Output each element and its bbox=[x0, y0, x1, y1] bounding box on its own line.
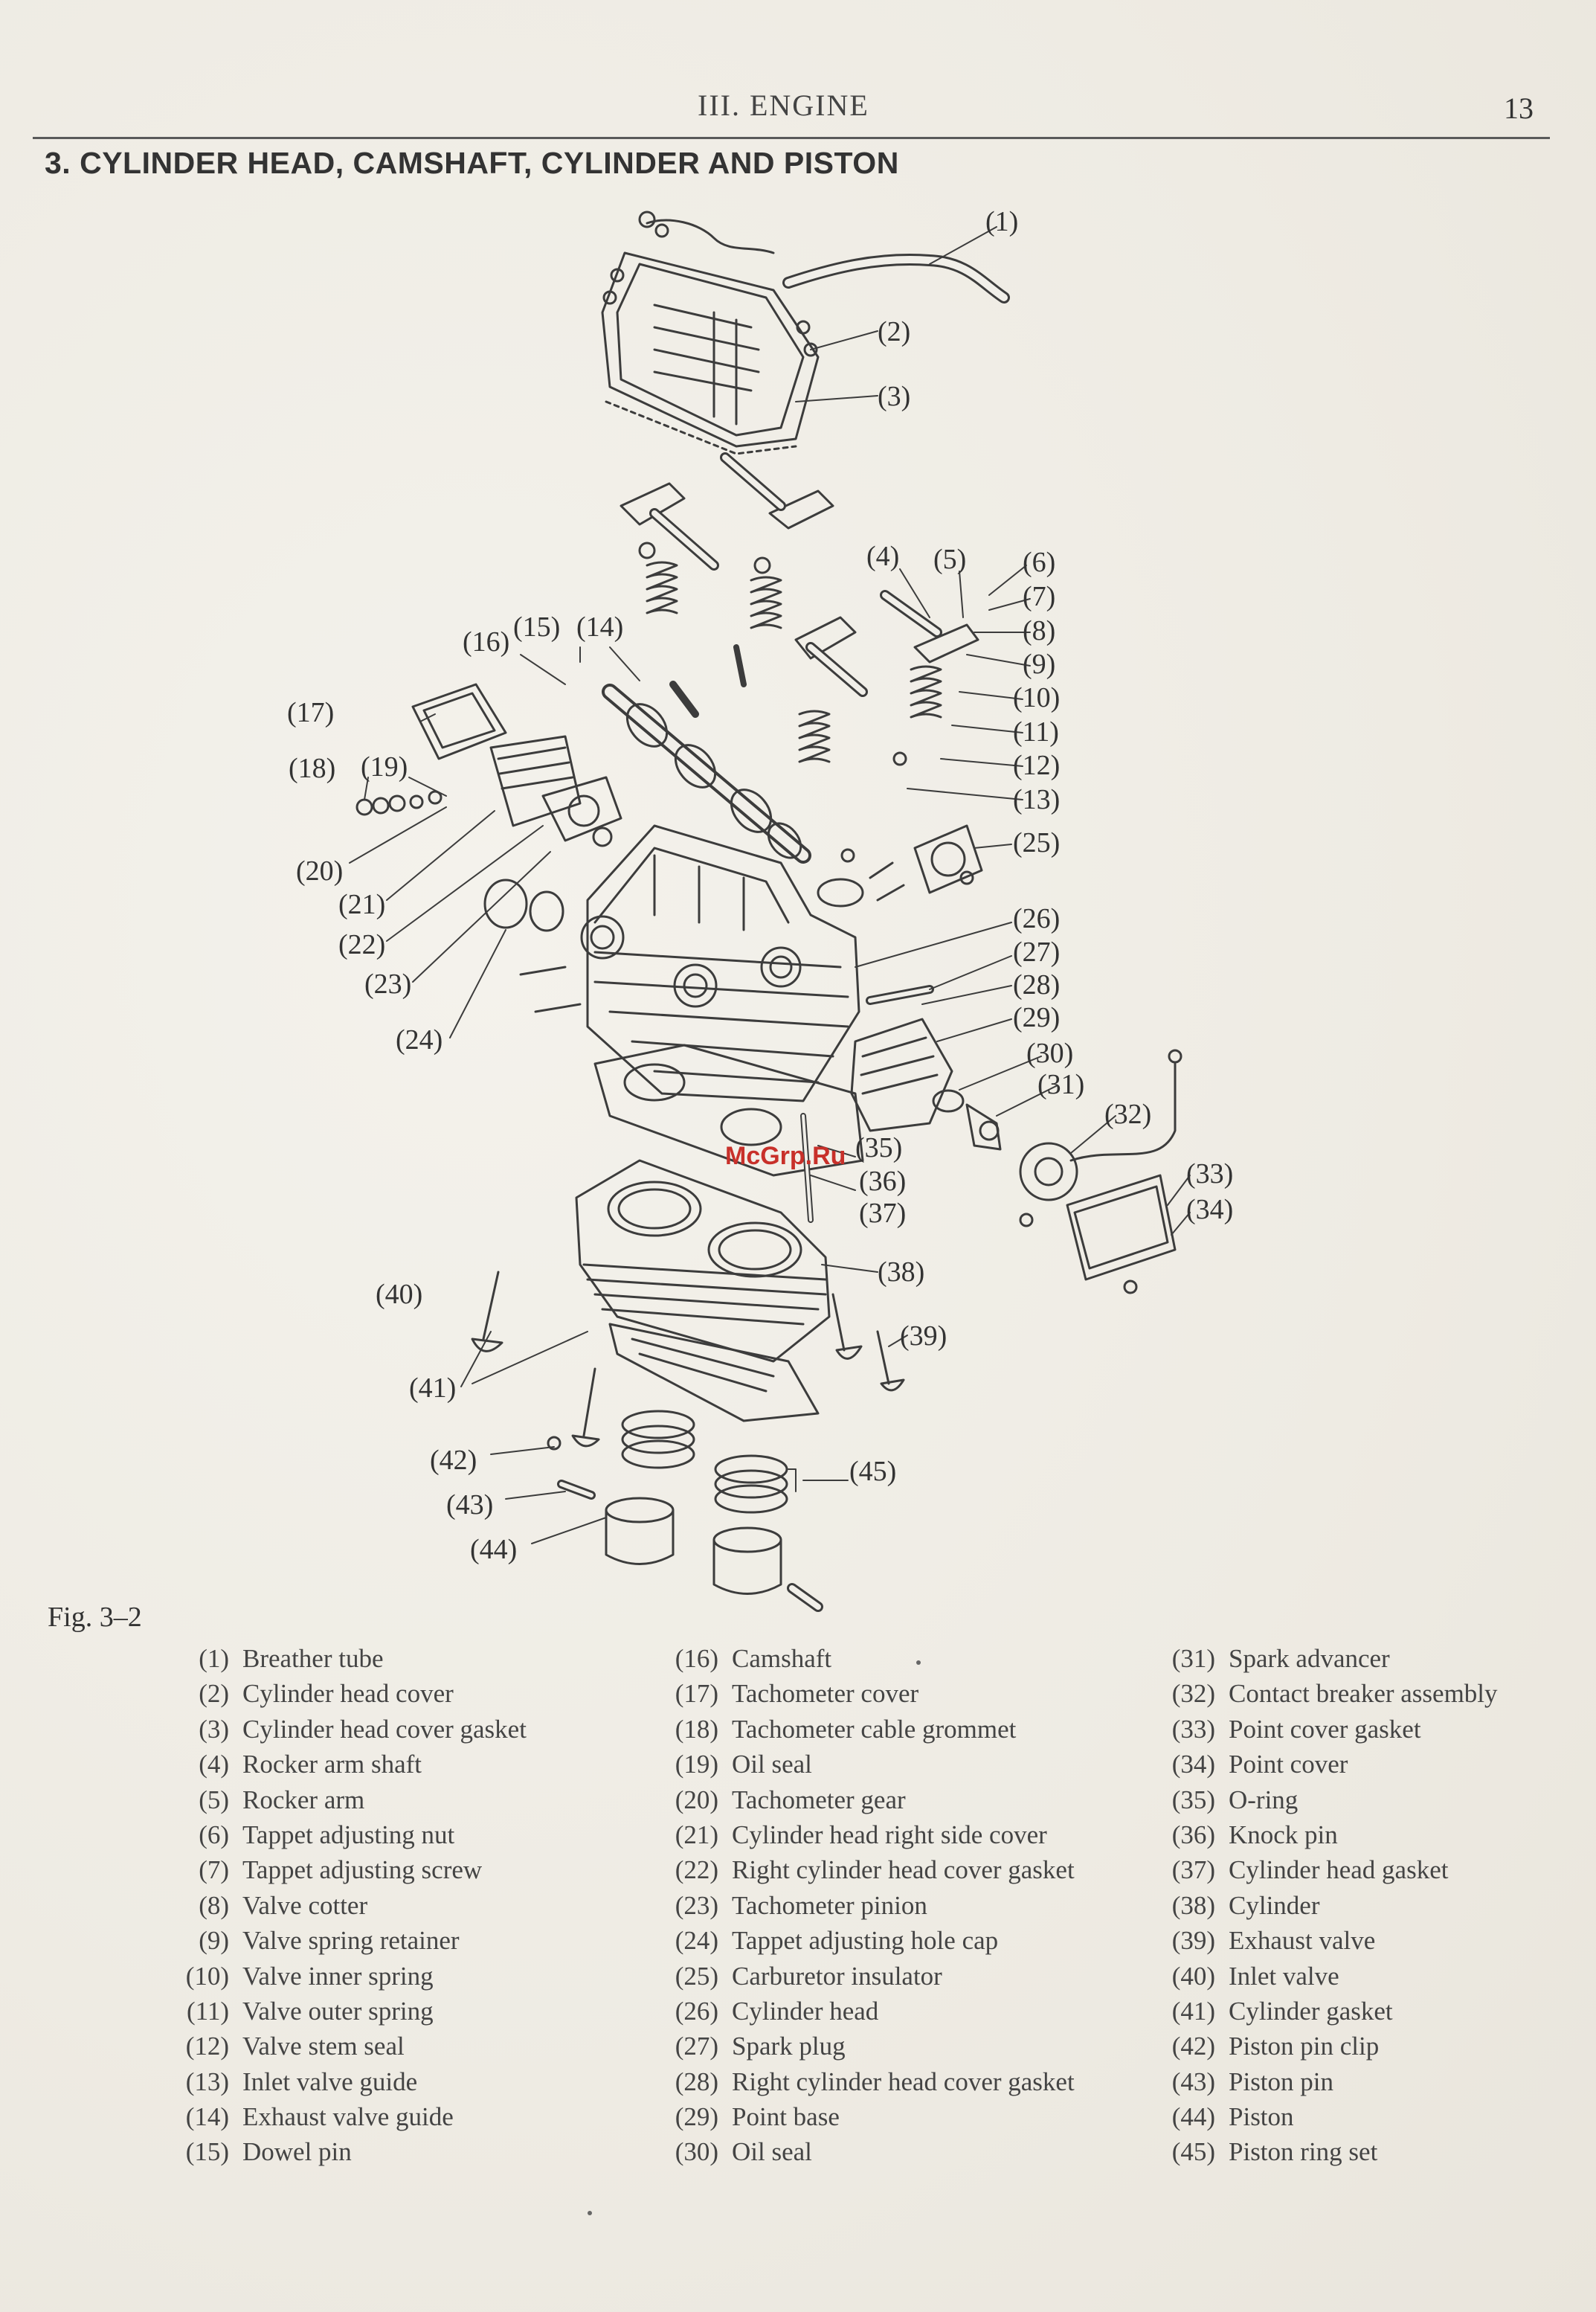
legend-item: (18) Tachometer cable grommet bbox=[675, 1714, 1017, 1744]
callout-29: (29) bbox=[1013, 1002, 1061, 1033]
callout-11: (11) bbox=[1013, 716, 1059, 748]
callout-1: (1) bbox=[985, 206, 1019, 237]
callout-10: (10) bbox=[1013, 682, 1061, 713]
callout-9: (9) bbox=[1023, 649, 1056, 680]
callout-18: (18) bbox=[289, 753, 336, 784]
legend-item: (13) Inlet valve guide bbox=[185, 2067, 418, 2096]
callout-35: (35) bbox=[855, 1132, 903, 1163]
callout-12: (12) bbox=[1013, 750, 1061, 781]
callout-15: (15) bbox=[513, 611, 561, 643]
callout-22: (22) bbox=[338, 929, 386, 960]
legend-item: (16) Camshaft bbox=[675, 1644, 832, 1673]
legend-item: (5) Rocker arm bbox=[199, 1785, 365, 1814]
callout-23: (23) bbox=[364, 969, 412, 1000]
callout-36: (36) bbox=[859, 1166, 907, 1197]
legend-item: (4) Rocker arm shaft bbox=[199, 1750, 422, 1779]
callout-44: (44) bbox=[470, 1534, 518, 1565]
camshaft bbox=[610, 692, 808, 864]
legend-item: (34) Point cover bbox=[1171, 1750, 1348, 1779]
legend-item: (36) Knock pin bbox=[1171, 1820, 1338, 1849]
scan-speck bbox=[916, 1660, 921, 1665]
legend-item: (12) Valve stem seal bbox=[185, 2032, 405, 2061]
page-number: 13 bbox=[1504, 91, 1534, 125]
callout-4: (4) bbox=[866, 541, 900, 572]
legend-item: (3) Cylinder head cover gasket bbox=[199, 1714, 527, 1744]
legend-item: (31) Spark advancer bbox=[1171, 1644, 1390, 1673]
legend-item: (40) Inlet valve bbox=[1171, 1961, 1339, 1991]
legend-item: (15) Dowel pin bbox=[185, 2137, 352, 2167]
callout-labels bbox=[287, 206, 1233, 1565]
rocker-assemblies bbox=[621, 457, 978, 861]
callout-7: (7) bbox=[1023, 581, 1056, 612]
legend-item: (20) Tachometer gear bbox=[675, 1785, 906, 1814]
legend-item: (43) Piston pin bbox=[1171, 2067, 1334, 2096]
callout-34: (34) bbox=[1186, 1194, 1234, 1225]
callout-20: (20) bbox=[296, 855, 344, 887]
legend-item: (11) Valve outer spring bbox=[186, 1996, 434, 2026]
callout-6: (6) bbox=[1023, 547, 1056, 578]
callout-31: (31) bbox=[1037, 1069, 1085, 1100]
legend-item: (21) Cylinder head right side cover bbox=[675, 1820, 1047, 1849]
legend-item: (28) Right cylinder head cover gasket bbox=[675, 2067, 1075, 2096]
callout-3: (3) bbox=[878, 381, 911, 412]
legend-item: (25) Carburetor insulator bbox=[675, 1961, 942, 1991]
legend-item: (45) Piston ring set bbox=[1171, 2137, 1378, 2167]
legend-column-2 bbox=[659, 1644, 1075, 2173]
callout-45: (45) bbox=[849, 1456, 897, 1487]
section-header: III. ENGINE bbox=[698, 89, 869, 122]
callout-25: (25) bbox=[1013, 827, 1061, 858]
legend-column-1 bbox=[170, 1644, 527, 2173]
legend-item: (29) Point base bbox=[675, 2102, 840, 2132]
callout-32: (32) bbox=[1104, 1099, 1152, 1130]
callout-33: (33) bbox=[1186, 1158, 1234, 1189]
callout-8: (8) bbox=[1023, 615, 1056, 646]
legend-item: (33) Point cover gasket bbox=[1171, 1714, 1421, 1744]
callout-28: (28) bbox=[1013, 969, 1061, 1001]
callout-42: (42) bbox=[430, 1445, 477, 1476]
carburetor-insulator bbox=[870, 826, 982, 900]
callout-30: (30) bbox=[1026, 1038, 1074, 1069]
legend-item: (7) Tappet adjusting screw bbox=[199, 1855, 483, 1885]
legend-item: (27) Spark plug bbox=[675, 2032, 846, 2061]
legend-item: (22) Right cylinder head cover gasket bbox=[675, 1855, 1075, 1885]
callout-26: (26) bbox=[1013, 903, 1061, 934]
section-title: 3. CYLINDER HEAD, CAMSHAFT, CYLINDER AND PISTON bbox=[45, 146, 899, 180]
legend-item: (10) Valve inner spring bbox=[185, 1961, 434, 1991]
scan-speck bbox=[588, 2211, 592, 2215]
callout-5: (5) bbox=[933, 544, 967, 575]
callout-17: (17) bbox=[287, 697, 335, 728]
legend-item: (30) Oil seal bbox=[675, 2137, 812, 2167]
legend-item: (14) Exhaust valve guide bbox=[185, 2102, 454, 2132]
legend-item: (6) Tappet adjusting nut bbox=[199, 1820, 455, 1849]
callout-37: (37) bbox=[859, 1198, 907, 1229]
legend-item: (39) Exhaust valve bbox=[1171, 1926, 1376, 1956]
callout-38: (38) bbox=[878, 1256, 925, 1288]
legend-item: (19) Oil seal bbox=[675, 1750, 812, 1779]
legend-item: (2) Cylinder head cover bbox=[199, 1679, 454, 1709]
legend-item: (38) Cylinder bbox=[1171, 1890, 1320, 1920]
legend-item: (37) Cylinder head gasket bbox=[1171, 1855, 1449, 1885]
figure-label: Fig. 3–2 bbox=[48, 1602, 142, 1633]
callout-41: (41) bbox=[409, 1372, 457, 1404]
legend-column-3 bbox=[1156, 1644, 1498, 2173]
callout-39: (39) bbox=[900, 1320, 947, 1352]
callout-13: (13) bbox=[1013, 784, 1061, 815]
legend-item: (17) Tachometer cover bbox=[675, 1679, 919, 1709]
callout-43: (43) bbox=[446, 1489, 494, 1521]
legend-item: (8) Valve cotter bbox=[199, 1890, 368, 1920]
valves bbox=[472, 1272, 904, 1446]
callout-27: (27) bbox=[1013, 937, 1061, 968]
legend-item: (35) O-ring bbox=[1171, 1785, 1299, 1814]
legend-item: (26) Cylinder head bbox=[675, 1996, 879, 2026]
cylinder-head bbox=[521, 826, 863, 1101]
legend-item: (42) Piston pin clip bbox=[1171, 2032, 1380, 2061]
callout-2: (2) bbox=[878, 316, 911, 347]
tachometer-parts bbox=[357, 684, 621, 931]
breather-tube bbox=[640, 212, 1004, 298]
point-base-assembly bbox=[852, 989, 1000, 1149]
callout-21: (21) bbox=[338, 889, 386, 920]
legend-item: (32) Contact breaker assembly bbox=[1171, 1679, 1498, 1709]
callout-16: (16) bbox=[463, 626, 510, 658]
cylinder-block bbox=[576, 1160, 829, 1421]
watermark: McGrp.Ru bbox=[725, 1142, 846, 1170]
callout-14: (14) bbox=[576, 611, 624, 643]
callout-19: (19) bbox=[361, 751, 408, 783]
legend-item: (23) Tachometer pinion bbox=[675, 1890, 927, 1920]
callout-24: (24) bbox=[396, 1024, 443, 1056]
pistons bbox=[548, 1411, 818, 1607]
legend-item: (41) Cylinder gasket bbox=[1171, 1996, 1393, 2026]
legend-item: (1) Breather tube bbox=[199, 1644, 384, 1673]
legend-item: (24) Tappet adjusting hole cap bbox=[675, 1926, 999, 1956]
legend-item: (9) Valve spring retainer bbox=[199, 1926, 460, 1956]
legend-item: (44) Piston bbox=[1171, 2102, 1294, 2132]
callout-40: (40) bbox=[376, 1279, 423, 1310]
